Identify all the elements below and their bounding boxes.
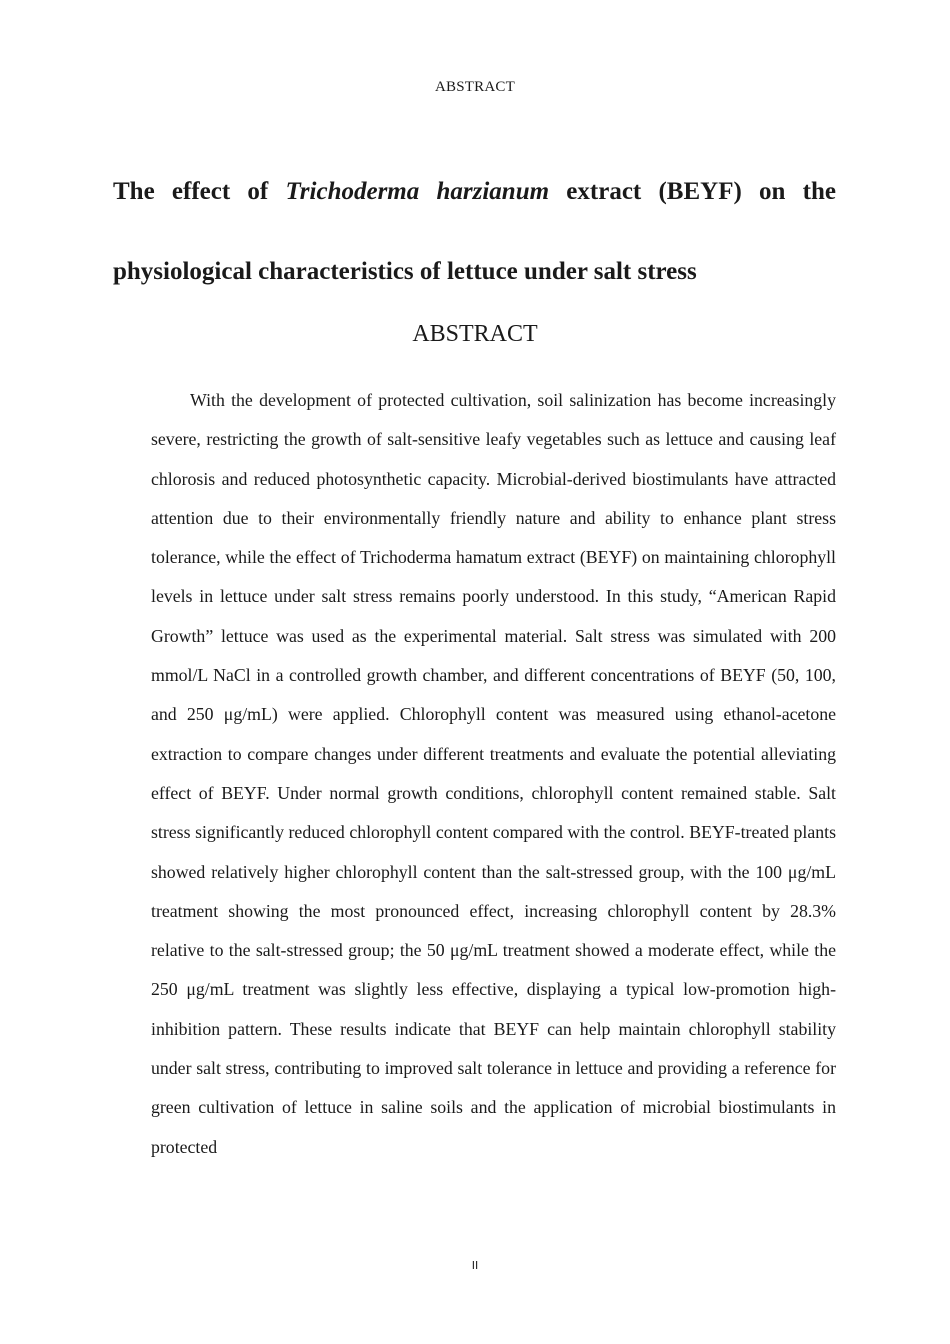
title-part-2: extract (BEYF) on the physiological characteristics of lettuce under salt stress xyxy=(113,178,836,285)
title-part-1: The effect of xyxy=(113,178,286,205)
running-header: ABSTRACT xyxy=(435,79,515,95)
abstract-body: With the development of protected cultivation, soil salinization has become increasingly severe, restricting the growth of salt-sensitive leafy vegetables such as lettuce and causing leaf chlorosis and reduced photosynthetic capacity. Microbial-derived biostimulants have attracted attention due to their environmentally friendly nature and ability to enhance plant stress tolerance, while the effect of Trichoderma hamatum extract (BEYF) on maintaining chlorophyll levels in lettuce under salt stress remains poorly understood. In this study, “American Rapid Growth” lettuce was used as the experimental material. Salt stress was simulated with 200 mmol/L NaCl in a controlled growth chamber, and different concentrations of BEYF (50, 100, and 250 μg/mL) were applied. Chlorophyll content was measured using ethanol-acetone extraction to compare changes under different treatments and evaluate the potential alleviating effect of BEYF. Under normal growth conditions, chlorophyll content remained stable. Salt stress significantly reduced chlorophyll content compared with the control. BEYF-treated plants showed relatively higher chlorophyll content than the salt-stressed group, with the 100 μg/mL treatment showing the most pronounced effect, increasing chlorophyll content by 28.3% relative to the salt-stressed group; the 50 μg/mL treatment showed a moderate effect, while the 250 μg/mL treatment was slightly less effective, displaying a typical low-promotion high-inhibition pattern. These results indicate that BEYF can help maintain chlorophyll stability under salt stress, contributing to improved salt tolerance in lettuce and providing a reference for green cultivation of lettuce in saline soils and the application of microbial biostimulants in protected xyxy=(151,390,836,1157)
paper-title xyxy=(113,152,836,312)
page-number: II xyxy=(471,1259,479,1272)
title-species-name: Trichoderma harzianum xyxy=(285,178,550,205)
abstract-heading: ABSTRACT xyxy=(412,321,538,347)
